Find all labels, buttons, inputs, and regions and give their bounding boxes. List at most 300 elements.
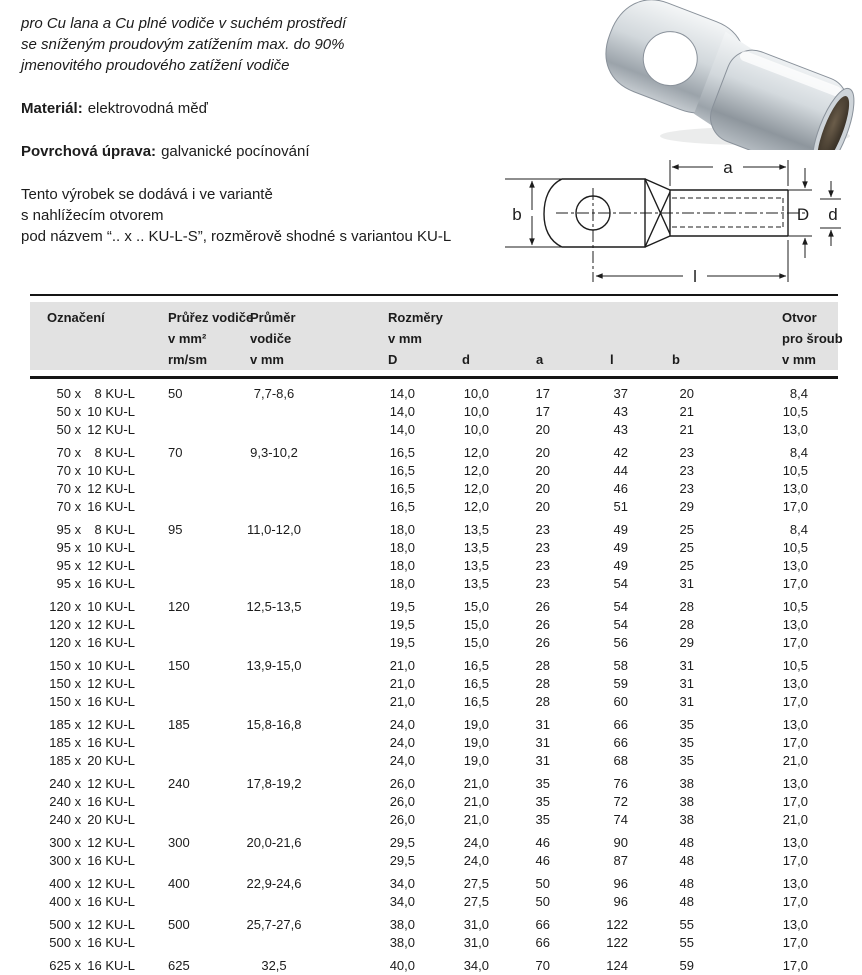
diameter-cell	[218, 811, 330, 829]
dim-label-D: D	[796, 205, 810, 224]
dim-l-cell: 49	[613, 558, 628, 573]
variant-line: pod názvem “.. x .. KU-L-S”, rozměrově shodné s variantou KU-L	[21, 228, 452, 245]
cross-section-cell	[160, 462, 218, 480]
table-header	[30, 302, 843, 370]
header-dimensions-d: d	[462, 352, 470, 367]
cross-section-cell: 300	[168, 835, 190, 850]
cross-section-cell: 240	[168, 776, 190, 791]
cross-section-cell	[160, 498, 218, 516]
diameter-cell: 7,7-8,6	[253, 386, 295, 401]
cross-section-cell	[160, 693, 218, 711]
table-row	[30, 598, 838, 616]
diameter-cell	[218, 634, 330, 652]
dim-b-cell: 20	[679, 386, 694, 401]
dim-d-cell: 15,0	[463, 635, 489, 650]
table-row	[30, 875, 838, 893]
dim-b-cell: 28	[679, 599, 694, 614]
hole-cell: 10,5	[782, 599, 808, 614]
cross-section-cell	[160, 752, 218, 770]
dim-a-cell: 20	[535, 463, 550, 478]
designation-cell: 150 x 16 KU-L	[49, 694, 135, 709]
table-row	[30, 775, 838, 793]
intro-line: jmenovitého proudového zatížení vodiče	[21, 57, 290, 74]
diameter-cell	[218, 752, 330, 770]
diameter-cell: 12,5-13,5	[246, 599, 302, 614]
dimension-drawing	[500, 148, 862, 292]
hole-cell: 17,0	[782, 853, 808, 868]
designation-cell: 70 x 12 KU-L	[56, 481, 135, 496]
table-row	[30, 793, 838, 811]
dim-l-cell: 96	[613, 876, 628, 891]
dim-l-cell: 37	[613, 386, 628, 401]
dim-a-cell: 70	[535, 958, 550, 973]
diameter-cell	[218, 893, 330, 911]
hole-cell: 13,0	[782, 776, 808, 791]
dim-b-cell: 25	[679, 522, 694, 537]
table-row	[30, 575, 838, 593]
product-photo	[545, 0, 862, 150]
diameter-cell	[218, 557, 330, 575]
diameter-cell	[218, 403, 330, 421]
dim-a-cell: 28	[535, 676, 550, 691]
dim-l-cell: 96	[613, 894, 628, 909]
dim-d-cell: 10,0	[463, 404, 489, 419]
dim-d-cell: 13,5	[463, 558, 489, 573]
hole-cell: 17,0	[782, 935, 808, 950]
hole-cell: 13,0	[782, 617, 808, 632]
diameter-cell: 22,9-24,6	[246, 876, 302, 891]
cross-section-cell	[160, 557, 218, 575]
hole-cell: 13,0	[782, 917, 808, 932]
diameter-cell: 9,3-10,2	[250, 445, 298, 460]
dim-l-cell: 46	[613, 481, 628, 496]
dim-a-cell: 35	[535, 794, 550, 809]
diameter-cell	[218, 675, 330, 693]
dim-d-cell: 27,5	[463, 876, 489, 891]
dim-b-cell: 48	[679, 853, 694, 868]
designation-cell: 185 x 12 KU-L	[49, 717, 135, 732]
dim-b-cell: 29	[679, 499, 694, 514]
table-row	[30, 716, 838, 734]
spec-table-rows	[30, 379, 838, 975]
dim-d-cell: 24,0	[463, 835, 489, 850]
dim-l-cell: 124	[606, 958, 628, 973]
dim-d-cell: 16,5	[463, 658, 489, 673]
designation-cell: 95 x 12 KU-L	[56, 558, 135, 573]
table-row	[30, 811, 838, 829]
dim-D-cell: 29,5	[389, 835, 415, 850]
dim-D-cell: 16,5	[389, 445, 415, 460]
dim-D-cell: 38,0	[389, 935, 415, 950]
dim-d-cell: 21,0	[463, 794, 489, 809]
dim-D-cell: 14,0	[389, 422, 415, 437]
dim-a-cell: 66	[535, 917, 550, 932]
dim-b-cell: 23	[679, 463, 694, 478]
table-row	[30, 444, 838, 462]
cross-section-cell	[160, 539, 218, 557]
dim-b-cell: 35	[679, 753, 694, 768]
cross-section-cell	[160, 575, 218, 593]
dim-d-cell: 19,0	[463, 735, 489, 750]
hole-cell: 17,0	[782, 894, 808, 909]
designation-cell: 120 x 12 KU-L	[49, 617, 135, 632]
dim-D-cell: 34,0	[389, 876, 415, 891]
dim-d-cell: 13,5	[463, 576, 489, 591]
dim-D-cell: 24,0	[389, 753, 415, 768]
dim-d-cell: 12,0	[463, 481, 489, 496]
cross-section-cell: 150	[168, 658, 190, 673]
dim-l-cell: 44	[613, 463, 628, 478]
dim-l-cell: 56	[613, 635, 628, 650]
header-dimensions-l: l	[610, 352, 614, 367]
designation-cell: 70 x 8 KU-L	[56, 445, 135, 460]
dim-a-cell: 28	[535, 694, 550, 709]
dim-D-cell: 26,0	[389, 776, 415, 791]
dim-a-cell: 31	[535, 735, 550, 750]
dim-D-cell: 16,5	[389, 499, 415, 514]
designation-cell: 120 x 10 KU-L	[49, 599, 135, 614]
material-label: Materiál:	[21, 100, 83, 117]
dim-l-cell: 58	[613, 658, 628, 673]
designation-cell: 95 x 8 KU-L	[56, 522, 135, 537]
dim-label-l: l	[693, 267, 697, 286]
table-row	[30, 634, 838, 652]
table-row	[30, 675, 838, 693]
diameter-cell	[218, 421, 330, 439]
dim-l-cell: 68	[613, 753, 628, 768]
cable-lug-image	[545, 0, 862, 150]
dim-b-cell: 38	[679, 776, 694, 791]
cross-section-cell	[160, 675, 218, 693]
dim-b-cell: 31	[679, 694, 694, 709]
dim-d-cell: 12,0	[463, 499, 489, 514]
designation-cell: 240 x 12 KU-L	[49, 776, 135, 791]
diameter-cell: 17,8-19,2	[246, 776, 302, 791]
diameter-cell: 15,8-16,8	[246, 717, 302, 732]
variant-line: Tento výrobek se dodává i ve variantě	[21, 186, 273, 203]
dim-d-cell: 24,0	[463, 853, 489, 868]
diameter-cell	[218, 793, 330, 811]
dim-D-cell: 14,0	[389, 386, 415, 401]
designation-cell: 400 x 16 KU-L	[49, 894, 135, 909]
diameter-cell	[218, 693, 330, 711]
cross-section-cell: 625	[168, 958, 190, 973]
designation-cell: 500 x 12 KU-L	[49, 917, 135, 932]
dim-b-cell: 48	[679, 876, 694, 891]
dim-l-cell: 49	[613, 540, 628, 555]
variant-line: s nahlížecím otvorem	[21, 207, 164, 224]
table-row	[30, 834, 838, 852]
cross-section-cell: 400	[168, 876, 190, 891]
dim-l-cell: 122	[606, 917, 628, 932]
dim-D-cell: 38,0	[389, 917, 415, 932]
cross-section-cell	[160, 480, 218, 498]
dim-D-cell: 24,0	[389, 717, 415, 732]
dim-a-cell: 20	[535, 499, 550, 514]
dim-D-cell: 21,0	[389, 658, 415, 673]
designation-cell: 240 x 20 KU-L	[49, 812, 135, 827]
dim-D-cell: 19,5	[389, 599, 415, 614]
hole-cell: 8,4	[789, 522, 808, 537]
dim-l-cell: 59	[613, 676, 628, 691]
dim-a-cell: 66	[535, 935, 550, 950]
dim-d-cell: 13,5	[463, 540, 489, 555]
dim-d-cell: 16,5	[463, 694, 489, 709]
dim-l-cell: 66	[613, 735, 628, 750]
table-top-rule	[30, 294, 838, 296]
header-cross-section: Průřez vodiče v mm² rm/sm	[168, 310, 254, 367]
hole-cell: 10,5	[782, 658, 808, 673]
dimension-diagram	[500, 148, 862, 292]
dim-D-cell: 18,0	[389, 540, 415, 555]
dim-a-cell: 20	[535, 445, 550, 460]
header-dimensions-a: a	[536, 352, 544, 367]
table-row	[30, 693, 838, 711]
dim-b-cell: 29	[679, 635, 694, 650]
dim-d-cell: 12,0	[463, 445, 489, 460]
header-designation: Označení	[47, 310, 105, 325]
diameter-cell: 20,0-21,6	[246, 835, 302, 850]
header-hole: Otvor pro šroub v mm	[782, 310, 843, 367]
dim-b-cell: 31	[679, 576, 694, 591]
material-row	[21, 99, 208, 119]
dim-b-cell: 38	[679, 812, 694, 827]
cross-section-cell	[160, 734, 218, 752]
diameter-cell	[218, 616, 330, 634]
dim-a-cell: 31	[535, 753, 550, 768]
dim-a-cell: 17	[535, 386, 550, 401]
dim-a-cell: 23	[535, 558, 550, 573]
dim-b-cell: 55	[679, 917, 694, 932]
hole-cell: 13,0	[782, 676, 808, 691]
dim-l-cell: 54	[613, 617, 628, 632]
hole-cell: 10,5	[782, 540, 808, 555]
dim-l-cell: 76	[613, 776, 628, 791]
dim-b-cell: 35	[679, 717, 694, 732]
hole-cell: 10,5	[782, 404, 808, 419]
dim-D-cell: 26,0	[389, 812, 415, 827]
material-value: elektrovodná měď	[87, 100, 208, 117]
dim-d-cell: 31,0	[463, 935, 489, 950]
diameter-cell: 11,0-12,0	[247, 522, 301, 537]
dim-l-cell: 51	[613, 499, 628, 514]
dim-l-cell: 72	[613, 794, 628, 809]
designation-cell: 150 x 12 KU-L	[49, 676, 135, 691]
cross-section-cell: 70	[168, 445, 183, 460]
hole-cell: 21,0	[782, 812, 808, 827]
dim-a-cell: 23	[535, 522, 550, 537]
cross-section-cell	[160, 934, 218, 952]
dim-D-cell: 34,0	[389, 894, 415, 909]
cross-section-cell	[160, 634, 218, 652]
dim-d-cell: 13,5	[463, 522, 489, 537]
dim-l-cell: 49	[613, 522, 628, 537]
diameter-cell: 32,5	[261, 958, 287, 973]
diameter-cell	[218, 498, 330, 516]
dim-l-cell: 43	[613, 422, 628, 437]
table-row	[30, 734, 838, 752]
dim-a-cell: 20	[535, 422, 550, 437]
designation-cell: 95 x 10 KU-L	[56, 540, 135, 555]
hole-cell: 17,0	[782, 499, 808, 514]
dim-b-cell: 28	[679, 617, 694, 632]
dim-a-cell: 28	[535, 658, 550, 673]
table-row	[30, 752, 838, 770]
dim-D-cell: 24,0	[389, 735, 415, 750]
dim-b-cell: 25	[679, 558, 694, 573]
table-row	[30, 957, 838, 975]
dim-l-cell: 43	[613, 404, 628, 419]
dim-a-cell: 23	[535, 576, 550, 591]
dim-a-cell: 35	[535, 776, 550, 791]
dim-a-cell: 26	[535, 617, 550, 632]
dim-D-cell: 14,0	[389, 404, 415, 419]
table-row	[30, 403, 838, 421]
cross-section-cell: 185	[168, 717, 190, 732]
dim-d-cell: 10,0	[463, 386, 489, 401]
hole-cell: 13,0	[782, 558, 808, 573]
designation-cell: 625 x 16 KU-L	[49, 958, 135, 973]
table-row	[30, 916, 838, 934]
table-row	[30, 480, 838, 498]
dim-D-cell: 18,0	[389, 558, 415, 573]
dim-d-cell: 31,0	[463, 917, 489, 932]
dim-label-a: a	[723, 158, 733, 177]
designation-cell: 400 x 12 KU-L	[49, 876, 135, 891]
diameter-cell: 25,7-27,6	[246, 917, 302, 932]
dim-b-cell: 48	[679, 894, 694, 909]
dim-l-cell: 66	[613, 717, 628, 732]
hole-cell: 13,0	[782, 876, 808, 891]
dim-a-cell: 23	[535, 540, 550, 555]
table-row	[30, 385, 838, 403]
dim-D-cell: 21,0	[389, 676, 415, 691]
dim-a-cell: 35	[535, 812, 550, 827]
designation-cell: 50 x 12 KU-L	[56, 422, 135, 437]
dim-d-cell: 15,0	[463, 617, 489, 632]
dim-l-cell: 122	[606, 935, 628, 950]
designation-cell: 50 x 8 KU-L	[56, 386, 135, 401]
dim-a-cell: 46	[535, 853, 550, 868]
cross-section-cell: 50	[168, 386, 183, 401]
dim-b-cell: 21	[679, 404, 694, 419]
dim-l-cell: 87	[613, 853, 628, 868]
dim-D-cell: 29,5	[389, 853, 415, 868]
dim-b-cell: 38	[679, 794, 694, 809]
dim-D-cell: 18,0	[389, 522, 415, 537]
table-row	[30, 498, 838, 516]
dim-a-cell: 50	[535, 894, 550, 909]
hole-cell: 13,0	[782, 835, 808, 850]
cross-section-cell	[160, 616, 218, 634]
dim-b-cell: 35	[679, 735, 694, 750]
table-row	[30, 616, 838, 634]
dim-a-cell: 46	[535, 835, 550, 850]
diameter-cell: 13,9-15,0	[246, 658, 302, 673]
dim-a-cell: 50	[535, 876, 550, 891]
dim-d-cell: 15,0	[463, 599, 489, 614]
designation-cell: 150 x 10 KU-L	[49, 658, 135, 673]
intro-line: pro Cu lana a Cu plné vodiče v suchém prostředí	[21, 15, 347, 32]
hole-cell: 17,0	[782, 694, 808, 709]
dim-l-cell: 42	[613, 445, 628, 460]
dim-l-cell: 54	[613, 599, 628, 614]
designation-cell: 70 x 10 KU-L	[56, 463, 135, 478]
dim-a-cell: 20	[535, 481, 550, 496]
dim-a-cell: 26	[535, 635, 550, 650]
dim-d-cell: 27,5	[463, 894, 489, 909]
cross-section-cell	[160, 421, 218, 439]
dim-label-d: d	[828, 205, 838, 224]
table-row	[30, 852, 838, 870]
cross-section-cell	[160, 403, 218, 421]
intro-line: se sníženým proudovým zatížením max. do 90%	[21, 36, 345, 53]
intro-paragraph	[21, 13, 346, 76]
hole-cell: 17,0	[782, 958, 808, 973]
hole-cell: 21,0	[782, 753, 808, 768]
dim-D-cell: 16,5	[389, 481, 415, 496]
dim-d-cell: 34,0	[463, 958, 489, 973]
dim-b-cell: 23	[679, 445, 694, 460]
cross-section-cell	[160, 893, 218, 911]
hole-cell: 17,0	[782, 794, 808, 809]
designation-cell: 50 x 10 KU-L	[56, 404, 135, 419]
dim-l-cell: 54	[613, 576, 628, 591]
dim-d-cell: 21,0	[463, 812, 489, 827]
header-diameter: Průměr vodiče v mm	[250, 310, 296, 367]
dim-D-cell: 18,0	[389, 576, 415, 591]
hole-cell: 13,0	[782, 481, 808, 496]
dim-b-cell: 59	[679, 958, 694, 973]
dim-d-cell: 19,0	[463, 753, 489, 768]
hole-cell: 13,0	[782, 422, 808, 437]
dim-D-cell: 40,0	[389, 958, 415, 973]
diameter-cell	[218, 575, 330, 593]
hole-cell: 17,0	[782, 576, 808, 591]
table-row	[30, 557, 838, 575]
dim-b-cell: 25	[679, 540, 694, 555]
designation-cell: 240 x 16 KU-L	[49, 794, 135, 809]
table-row	[30, 521, 838, 539]
dim-label-b: b	[512, 205, 522, 224]
table-row	[30, 462, 838, 480]
table-row	[30, 421, 838, 439]
table-row	[30, 934, 838, 952]
dim-a-cell: 26	[535, 599, 550, 614]
designation-cell: 300 x 16 KU-L	[49, 853, 135, 868]
cross-section-cell	[160, 852, 218, 870]
diameter-cell	[218, 462, 330, 480]
dim-d-cell: 16,5	[463, 676, 489, 691]
dim-b-cell: 55	[679, 935, 694, 950]
dim-D-cell: 26,0	[389, 794, 415, 809]
surface-label: Povrchová úprava:	[21, 143, 157, 160]
diameter-cell	[218, 480, 330, 498]
dim-d-cell: 21,0	[463, 776, 489, 791]
table-row	[30, 539, 838, 557]
cross-section-cell	[160, 793, 218, 811]
diameter-cell	[218, 852, 330, 870]
dim-d-cell: 12,0	[463, 463, 489, 478]
designation-cell: 500 x 16 KU-L	[49, 935, 135, 950]
table-row	[30, 893, 838, 911]
surface-value: galvanické pocínování	[161, 143, 310, 160]
cross-section-cell	[160, 811, 218, 829]
dim-b-cell: 23	[679, 481, 694, 496]
dim-b-cell: 48	[679, 835, 694, 850]
hole-cell: 13,0	[782, 717, 808, 732]
cross-section-cell: 500	[168, 917, 190, 932]
